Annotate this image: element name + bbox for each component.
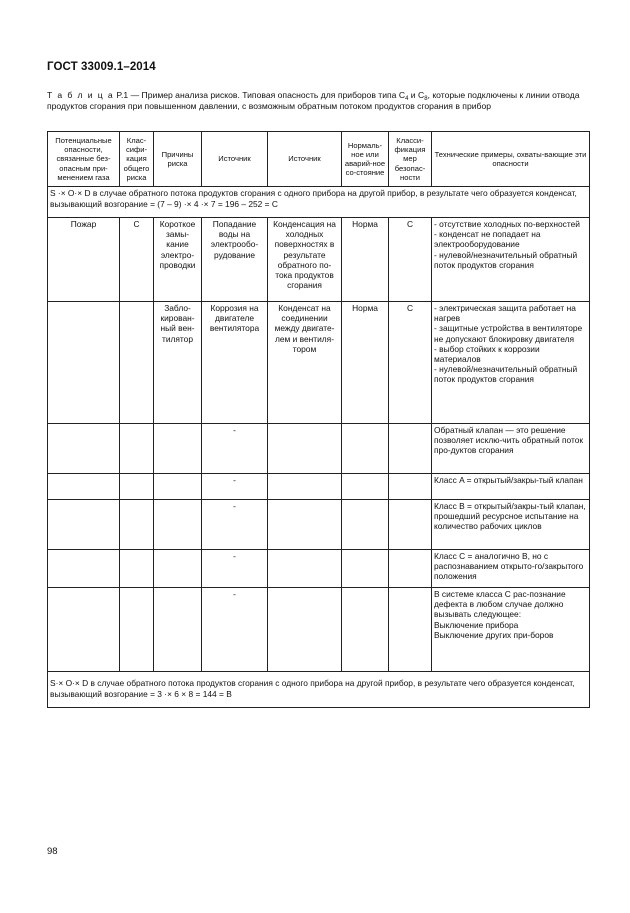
cell-source-1: - [202,424,268,474]
cell-empty [154,424,202,474]
cell-examples [432,302,590,424]
cell-examples [432,218,590,302]
examples-text: Класс C = аналогично B, но с распознаванием открыто-го/закрытого положения [434,551,584,582]
caption-label: Т а б л и ц а [47,90,114,100]
cell-examples [432,474,590,500]
cell-examples [432,424,590,474]
caption-number: P.1 [116,90,129,100]
cell-empty [342,474,389,500]
cell-source-1: - [202,500,268,550]
examples-text: - электрическая защита работает на нагрев - защитные устройства в вентиляторе не допускают блокировку двигателя - выбор стойких к коррозии материалов - нулевой/незначительный обратный поток продуктов сгорания [434,303,583,385]
cell-empty [268,500,342,550]
cell-source-1: - [202,474,268,500]
header-causes: Причины риска [154,132,202,187]
cell-source-1: - [202,550,268,588]
cell-source-1: Коррозия на двигателе вентилятора [202,302,268,424]
cell-empty [389,500,432,550]
cell-empty [154,550,202,588]
table-header-row [48,132,590,187]
cell-measure-class: C [389,218,432,302]
page-number: 98 [47,846,58,857]
cell-empty [48,550,120,588]
header-examples: Технические примеры, охваты-вающие эти опасности [432,132,590,187]
table-row [48,474,590,500]
cell-source-2: Конденсат на соединении между двигате-лем и вентиля-тором [268,302,342,424]
cell-source-2: Конденсация на холодных поверхностях в результате обратного по-тока продуктов сгорания [268,218,342,302]
caption-text-1: — Пример анализа рисков. Типовая опасность для приборов типа C [128,90,406,100]
header-risk-class: Клас-сифи-кация общего риска [120,132,154,187]
cell-examples [432,550,590,588]
cell-empty [268,474,342,500]
table-row [48,302,590,424]
cell-cause: Короткое замы-кание электро-проводки [154,218,202,302]
cell-cause: Забло-кирован-ный вен-тилятор [154,302,202,424]
footer-formula: S·× O·× D в случае обратного потока продуктов сгорания с одного прибора на другой прибор, в результате чего образуется конденсат, вызывающий возгорание = 3 ·× 6 × 8 = 144 = B [48,672,590,708]
cell-empty [120,588,154,672]
cell-empty [120,550,154,588]
cell-empty [48,424,120,474]
header-state: Нормаль-ное или аварий-ное со-стояние [342,132,389,187]
cell-empty [268,550,342,588]
cell-examples [432,588,590,672]
caption-sub-2: 8 [424,96,428,102]
cell-measure-class: C [389,302,432,424]
cell-empty [154,500,202,550]
cell-empty [389,424,432,474]
cell-examples [432,500,590,550]
cell-empty [48,588,120,672]
cell-empty [389,588,432,672]
cell-source-1: - [202,588,268,672]
cell-risk-class: C [120,218,154,302]
cell-empty [48,474,120,500]
table-caption [47,90,592,112]
risk-analysis-table [47,131,590,708]
cell-state: Норма [342,218,389,302]
table-row [48,218,590,302]
cell-empty [342,588,389,672]
cell-empty [389,550,432,588]
cell-empty [120,424,154,474]
cell-empty [389,474,432,500]
table-row [48,550,590,588]
cell-empty [154,588,202,672]
page-header: ГОСТ 33009.1–2014 [47,61,156,73]
header-hazards: Потенциальные опасности, связанные без-опасным при-менением газа [48,132,120,187]
table-intro-row [48,187,590,218]
cell-hazard: Пожар [48,218,120,302]
examples-text: Класс B = открытый/закры-тый клапан, прошедший ресурсное испытание на количество рабочих циклов [434,501,586,532]
header-source-1: Источник [202,132,268,187]
table-row [48,424,590,474]
header-measure-class: Класси-фикация мер безопас-ности [389,132,432,187]
caption-text-2: и C [408,90,425,100]
cell-empty [120,500,154,550]
table-row [48,500,590,550]
cell-risk-class [120,302,154,424]
table-row [48,588,590,672]
cell-hazard [48,302,120,424]
header-source-2: Источник [268,132,342,187]
cell-empty [268,424,342,474]
table-footer-row [48,672,590,708]
cell-state: Норма [342,302,389,424]
intro-formula: S ·× O·× D в случае обратного потока продуктов сгорания с одного прибора на другой прибор, в результате чего образуется конденсат, вызывающий возгорание = (7 – 9) ·× 4 ·× 7 = 196 – 252 = C [48,187,590,218]
cell-empty [120,474,154,500]
cell-empty [342,500,389,550]
caption-sub-1: 4 [405,96,409,102]
cell-empty [342,550,389,588]
caption-text-3: , которые подключены к линии отвода продуктов сгорания при повышенном давлении, с возможным обратным потоком продуктов сгорания в прибор [47,90,580,111]
examples-text: - отсутствие холодных по-верхностей - конденсат не попадает на электрооборудование - нулевой/незначительный обратный поток продуктов сгорания [434,219,580,270]
cell-empty [154,474,202,500]
cell-source-1: Попадание воды на электрообо-рудование [202,218,268,302]
examples-text: Обратный клапан — это решение позволяет исклю-чить обратный поток про-дуктов сгорания [434,425,584,456]
examples-text: В системе класса C рас-познание дефекта в любом случае должно вызывать следующее: Выключение прибора Выключение других при-боров [434,589,566,640]
cell-empty [48,500,120,550]
cell-empty [268,588,342,672]
cell-empty [342,424,389,474]
examples-text: Класс A = открытый/закры-тый клапан [434,475,583,485]
